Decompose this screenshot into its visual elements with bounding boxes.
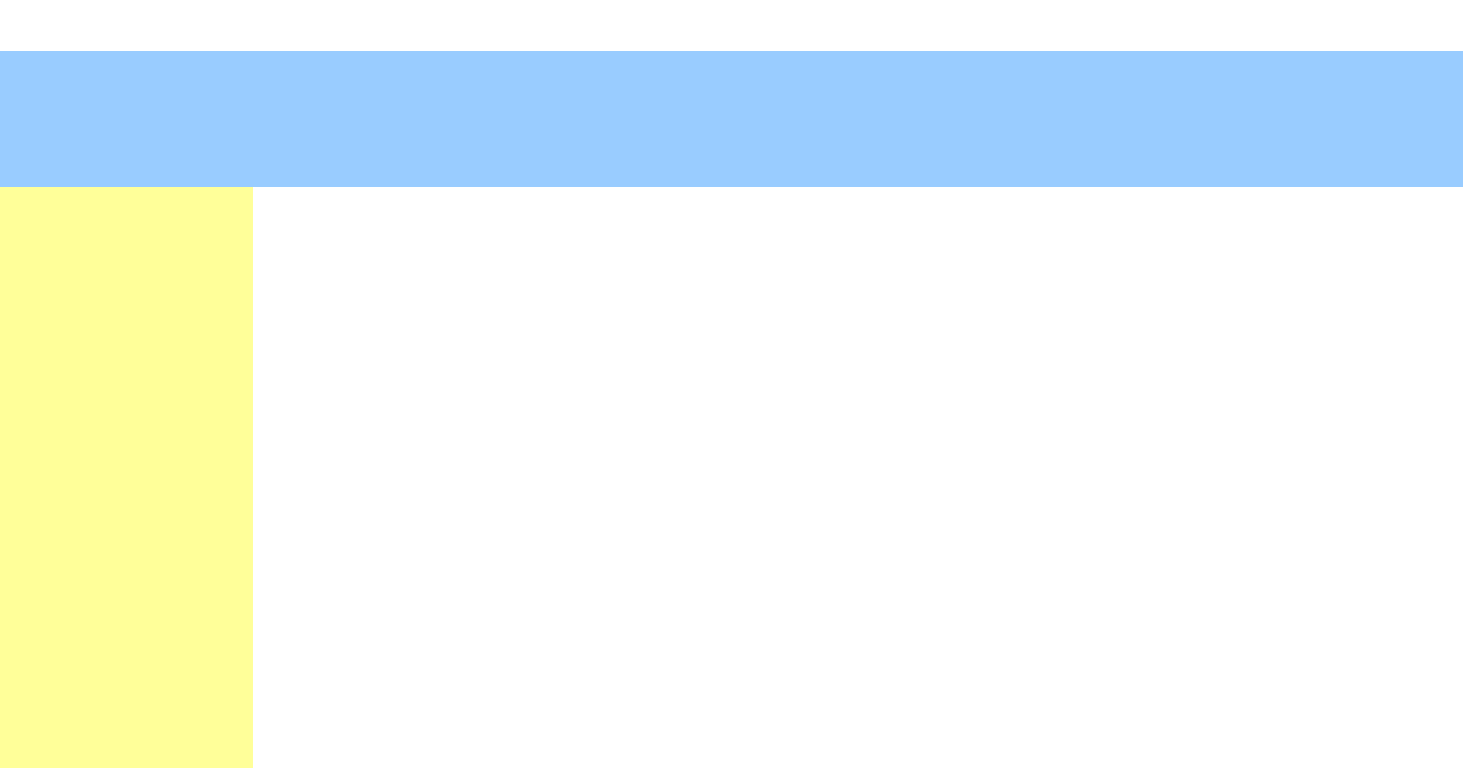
- header-background: [0, 51, 1463, 187]
- industry-column-background: [0, 187, 253, 768]
